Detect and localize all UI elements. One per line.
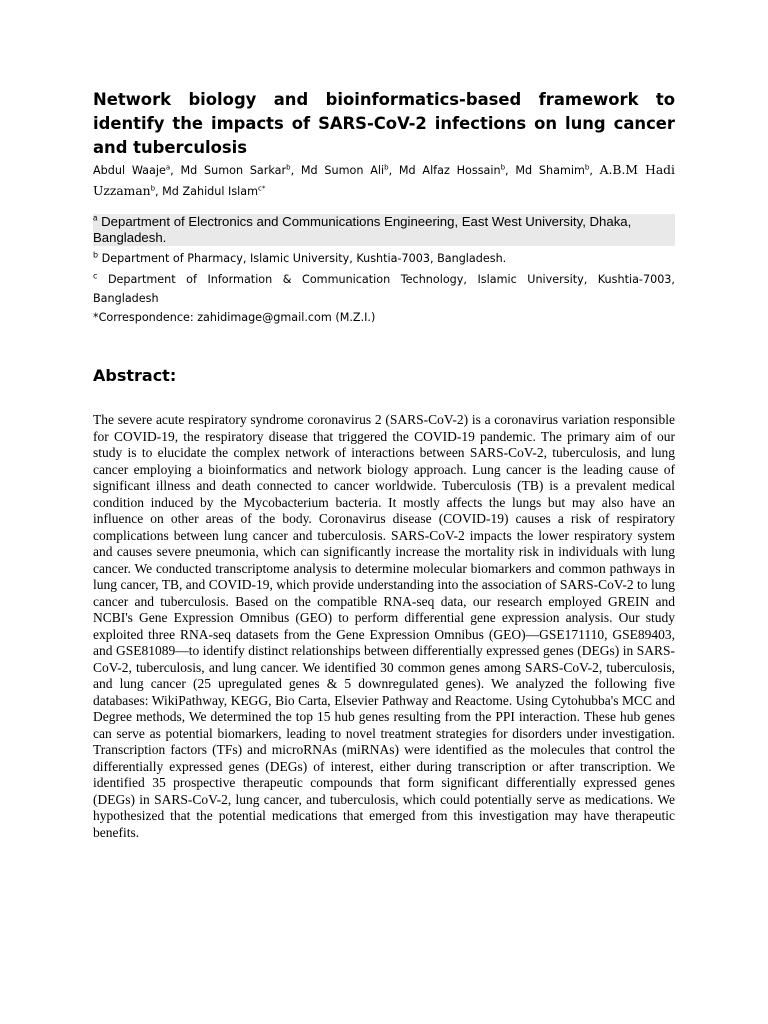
abstract-heading: Abstract:: [93, 366, 177, 385]
affiliation-text: Department of Pharmacy, Islamic University, Kushtia-7003, Bangladesh.: [101, 252, 507, 265]
affiliation-mark: b: [93, 250, 99, 260]
affiliation-mark: c: [93, 271, 98, 281]
author-affiliation-mark: c*: [258, 184, 266, 193]
author-name: Md Shamim: [515, 164, 585, 177]
affiliation-text: Department of Information & Communication Technology, Islamic University, Kushtia-7003, Bangladesh: [93, 273, 675, 305]
paper-title: Network biology and bioinformatics-based framework to identify the impacts of SARS-CoV-2 infections on lung cancer and tuberculosis: [93, 90, 675, 157]
author-list: Abdul Waaje$^a$, Md Sumon Sarkar$^b$, Md Sumon Ali$^b$, Md Alfaz Hossain$^b$, Md Shamim$^b$, A.B.M Hadi Uzzaman$^b$, Md Zahidul Islam$^{c*}$: [93, 163, 675, 198]
affiliation-b: [93, 249, 675, 268]
author-affiliation-mark: b: [150, 184, 156, 193]
author-affiliation-mark: b: [584, 163, 590, 172]
author-name: Md Sumon Ali: [300, 164, 385, 177]
affiliation-c: [93, 270, 675, 308]
correspondence: *Correspondence: zahidimage@gmail.com (M.Z.I.): [93, 311, 376, 324]
author-name: Abdul Waaje: [93, 164, 166, 177]
author-name: A.B.M Hadi Uzzaman: [93, 163, 675, 198]
affiliation-text: Department of Electronics and Communications Engineering, East West University, Dhaka, Bangladesh.: [93, 214, 632, 245]
author-name: Md Sumon Sarkar: [180, 164, 287, 177]
author-affiliation-mark: b: [500, 163, 506, 172]
author-name: Md Zahidul Islam: [162, 185, 259, 198]
abstract-body: The severe acute respiratory syndrome coronavirus 2 (SARS-CoV-2) is a coronavirus variation responsible for COVID-19, the respiratory disease that triggered the COVID-19 pandemic. The primary aim of our study is to elucidate the complex network of interactions between SARS-CoV-2, tuberculosis, and lung cancer employing a bioinformatics and network biology approach. Lung cancer is the leading cause of significant illness and death connected to cancer worldwide. Tuberculosis (TB) is a prevalent medical condition induced by the Mycobacterium bacteria. It mostly affects the lungs but may also have an influence on other areas of the body. Coronavirus disease (COVID-19) causes a risk of respiratory complications between lung cancer and tuberculosis. SARS-CoV-2 impacts the lower respiratory system and causes severe pneumonia, which can significantly increase the mortality risk in individuals with lung cancer. We conducted transcriptome analysis to determine molecular biomarkers and common pathways in lung cancer, TB, and COVID-19, which provide understanding into the association of SARS-CoV-2 to lung cancer and tuberculosis. Based on the compatible RNA-seq data, our research employed GREIN and NCBI's Gene Expression Omnibus (GEO) to perform differential gene expression analysis. Our study exploited three RNA-seq datasets from the Gene Expression Omnibus (GEO)—GSE171110, GSE89403, and GSE81089—to identify distinct relationships between differentially expressed genes (DEGs) in SARS-CoV-2, tuberculosis, and lung cancer. We identified 30 common genes among SARS-CoV-2, tuberculosis, and lung cancer (25 upregulated genes & 5 downregulated genes). We analyzed the following five databases: WikiPathway, KEGG, Bio Carta, Elsevier Pathway and Reactome. Using Cytohubba's MCC and Degree methods, We determined the top 15 hub genes resulting from the PPI interaction. These hub genes can serve as potential biomarkers, leading to novel treatment strategies for disorders under investigation. Transcription factors (TFs) and microRNAs (miRNAs) were identified as the molecules that control the differentially expressed genes (DEGs) of interest, either during transcription or after transcription. We identified 35 prospective therapeutic compounds that form significant differentially expressed genes (DEGs) in SARS-CoV-2, lung cancer, and tuberculosis, which could potentially serve as medications. We hypothesized that the potential medications that emerged from this investigation may have therapeutic benefits.: [93, 412, 675, 840]
author-affiliation-mark: b: [384, 163, 389, 172]
author-affiliation-mark: b: [286, 163, 291, 172]
affiliation-a: [93, 214, 675, 246]
paper-page: [93, 88, 675, 841]
affiliation-mark: a: [93, 213, 98, 223]
author-affiliation-mark: a: [165, 163, 171, 172]
author-name: Md Alfaz Hossain: [398, 164, 501, 177]
affiliations: [93, 214, 675, 327]
